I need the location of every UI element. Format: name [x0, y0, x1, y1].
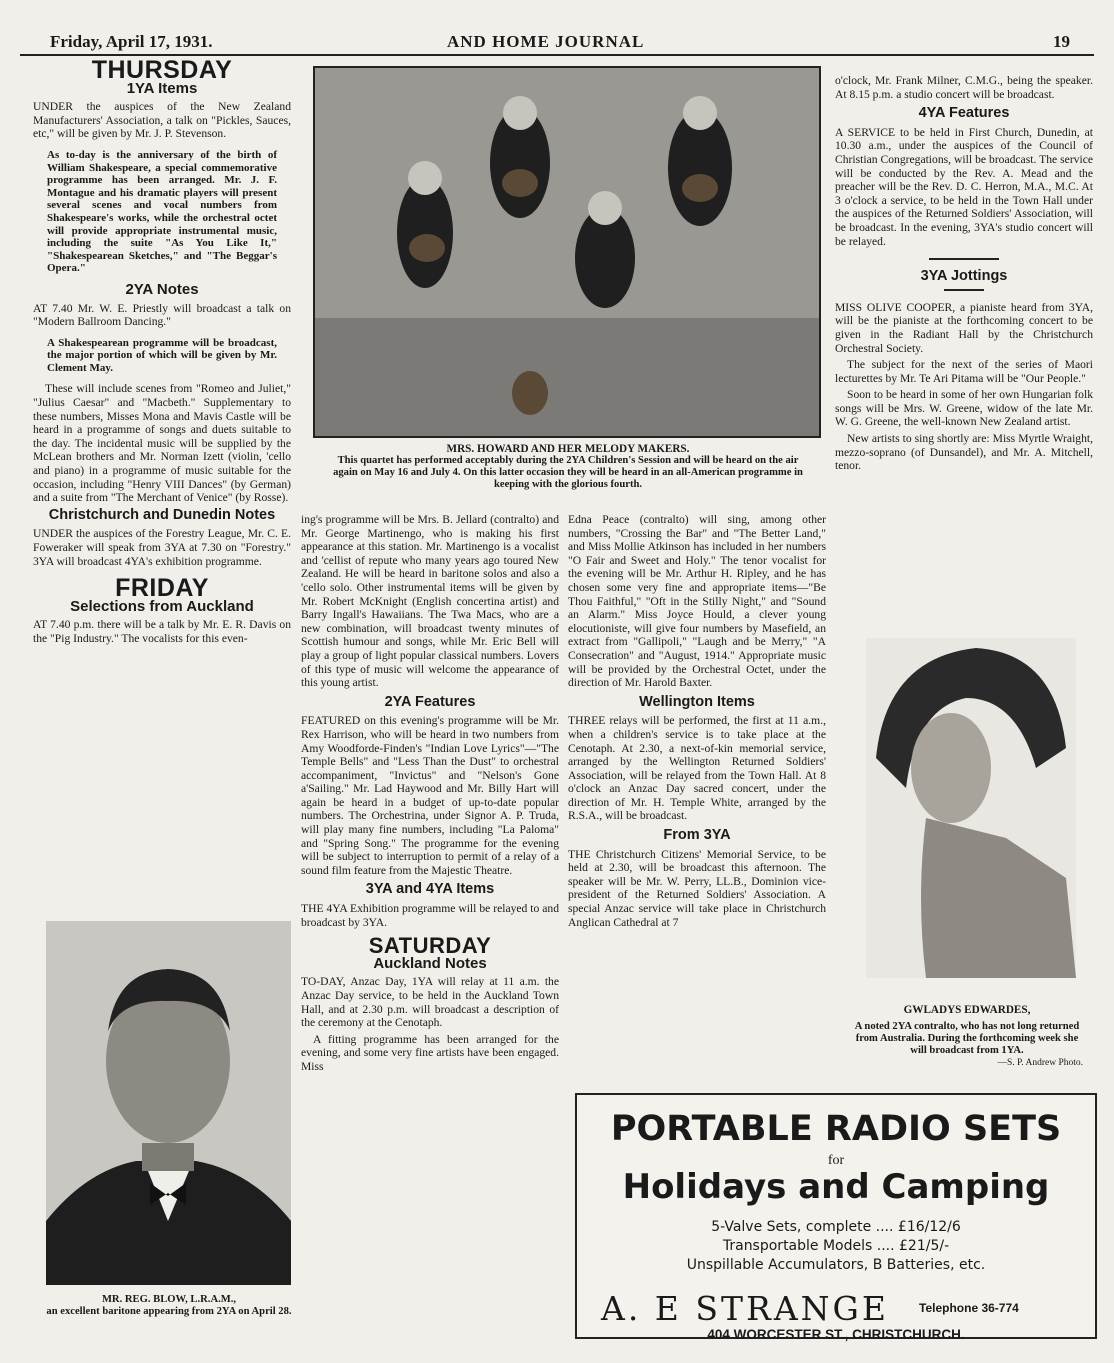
- from-3ya-para: THE Christchurch Citizens' Memorial Service, to be held at 2.30, will be broadcast this afternoon. The speaker will be Mr. W. Perry, LL.B., Dominion vice-president of the Returned Soldiers' Association. A special Anzac service will take place in Christchurch Anglican Cathedral at 7: [568, 847, 826, 929]
- portrait-illustration: [866, 638, 1076, 978]
- from-3ya-heading: From 3YA: [663, 827, 731, 844]
- caption-reg-blow-name: MR. REG. BLOW, L.R.A.M.,: [101, 1294, 237, 1305]
- thursday-1ya-para-1: UNDER the auspices of the New Zealand Manufacturers' Association, a talk on "Pickles, Sauces, etc," will be given by Mr. J. P. Stevenson.: [33, 100, 291, 141]
- saturday-auckland-heading: Auckland Notes: [373, 954, 487, 972]
- photo-gwladys-edwardes: [866, 638, 1076, 978]
- 4ya-features-para: A SERVICE to be held in First Church, Dunedin, at 10.30 a.m., under the auspices of the Council of Christian Congregations, will be broadcast. The service will be conducted by the Rev. A. Mead and the preacher will be the Rev. D. C. Herron, M.A., M.C. At 3 o'clock a service, to be held in the Town Hall under the auspices of the Returned Soldiers' Association, will be broadcast. In the evening, 3YA's studio concert will be relayed.: [835, 125, 1093, 248]
- thursday-chch-para-1: UNDER the auspices of the Forestry League, Mr. C. E. Foweraker will speak from 3YA at 7.30 on "Forestry." 3YA will broadcast 4YA's exhibition programme.: [33, 527, 291, 568]
- column-3: [568, 513, 826, 932]
- section-rule: [929, 258, 999, 260]
- issue-date: Friday, April 17, 1931.: [50, 32, 213, 51]
- caption-gwladys-desc: A noted 2YA contralto, who has not long returned from Australia. During the forthcoming week she will broadcast from 1YA.: [854, 1021, 1080, 1056]
- jottings-para-4: New artists to sing shortly are: Miss Myrtle Wraight, mezzo-soprano (of Dunsandel), and Mr. A. Mitchell, tenor.: [835, 432, 1093, 473]
- caption-gwladys: [851, 1004, 1083, 1069]
- thursday-chch-heading: Christchurch and Dunedin Notes: [48, 506, 276, 523]
- thursday-1ya-para-2: As to-day is the anniversary of the birth of William Shakespeare, a special commemorative programme has been arranged. Mr. J. F. Montague and his dramatic players will present several scenes and vocal numbers from Shakespeare's works, while the orchestral octet will provide appropriate instrumental music, including the suite "As You Like It," "Shakespearean Sketches," and "The Beggar's Opera.": [47, 148, 277, 275]
- ad-portable-radio: [575, 1093, 1097, 1342]
- friday-auckland-para-1: AT 7.40 p.m. there will be a talk by Mr. E. R. Davis on the "Pig Industry." The vocalists for this even-: [33, 618, 291, 645]
- thursday-1ya-heading: 1YA Items: [126, 79, 198, 97]
- ad-line-3: Unspillable Accumulators, B Batteries, etc.: [686, 1257, 986, 1273]
- group-illustration: [315, 68, 819, 436]
- saturday-para-2: A fitting programme has been arranged for the evening, and some very fine artists have been engaged. Miss: [301, 1032, 559, 1073]
- ad-subhead: Holidays and Camping: [622, 1167, 1050, 1207]
- caption-reg-blow-desc: an excellent baritone appearing from 2YA on April 28.: [46, 1306, 292, 1317]
- saturday-para-1: TO-DAY, Anzac Day, 1YA will relay at 11 a.m. the Anzac Day service, to be held in the Auckland Town Hall, and at 2.30 p.m. will broadcast a description of the ceremony at the Cenotaph.: [301, 975, 559, 1030]
- photo-reg-blow: [46, 921, 291, 1285]
- portrait-illustration: [46, 921, 291, 1285]
- ad-telephone: Telephone 36-774: [919, 1301, 1019, 1315]
- friday-auckland-heading: Selections from Auckland: [70, 597, 254, 615]
- photo-melody-makers: [313, 66, 821, 438]
- column-4: [835, 74, 1093, 476]
- journal-name: AND HOME JOURNAL: [447, 32, 645, 51]
- thursday-2ya-para-1: AT 7.40 Mr. W. E. Priestly will broadcast a talk on "Modern Ballroom Dancing.": [33, 301, 291, 329]
- col2-features-para: FEATURED on this evening's programme will be Mr. Rex Harrison, who will be heard in two numbers from Amy Woodforde-Finden's "Indian Love Lyrics"—"The Temple Bells" and "Less Than the Dust" to orchestral accompaniment, "Invictus" and "Nelson's Gone a'Sailing." Mr. Lad Haywood and Mr. Billy Hart will again be heard in a budget of up-to-date popular numbers. The Orchestrina, under Signor A. P. Truda, will play many fine numbers, including "La Paloma" and "Spring Song." The programme for the evening will be subject to interruption to permit of a relay of a sound film feature from the Majestic Theatre.: [301, 714, 559, 877]
- page-number: 19: [1053, 32, 1070, 51]
- col2-3ya-4ya-heading: 3YA and 4YA Items: [365, 881, 495, 898]
- ad-line-1: 5-Valve Sets, complete .... £16/12/6: [711, 1219, 961, 1235]
- col2-items-para: THE 4YA Exhibition programme will be relayed to and broadcast by 3YA.: [301, 902, 559, 929]
- saturday-title: SATURDAY: [368, 933, 492, 959]
- ad-headline: PORTABLE RADIO SETS: [610, 1109, 1062, 1149]
- caption-melody-makers: [328, 443, 808, 491]
- section-rule-small: [944, 289, 984, 291]
- col2-para-1: ing's programme will be Mrs. B. Jellard (contralto) and Mr. George Martinengo, who is making his first appearance at this station. Mr. Martinengo is a vocalist and 'cellist of repute who many years ago toured New Zealand. He will be heard in baritone solos and also a 'cello solo. Other instrumental items will be given by Mr. Robert McKnight (English concertina artist) and Barry Ingall's Hawaiians. The Twa Macs, who are a new combination, will broadcast twenty minutes of Scottish humour and songs, while Mr. Eric Bell will play a group of light popular classical numbers. Lovers of this type of music will welcome the appearance of this young artist.: [301, 513, 559, 690]
- caption-melody-desc: This quartet has performed acceptably during the 2YA Children's Session and will be heard on the air again on May 16 and July 4. On this latter occasion they will be heard in an all-American programme in keeping with the glorious fourth.: [333, 455, 803, 490]
- caption-melody-title: MRS. HOWARD AND HER MELODY MAKERS.: [446, 443, 690, 455]
- 3ya-jottings-heading: 3YA Jottings: [920, 268, 1008, 285]
- ad-company-name: A. E STRANGE: [601, 1289, 890, 1328]
- friday-title: FRIDAY: [115, 574, 209, 603]
- jottings-para-1: MISS OLIVE COOPER, a pianiste heard from 3YA, will be the pianiste at the forthcoming concert to be given in the Radiant Hall by the Christchurch Orchestral Society.: [835, 300, 1093, 355]
- col3-para-1: Edna Peace (contralto) will sing, among other numbers, "Crossing the Bar" and "The Better Land," and Miss Mollie Atkinson has included in her numbers "O Fair and Sweet and Holy." The tenor vocalist for the evening will be Mr. Arthur H. Ripley, and he has chosen some very fine and appropriate items—"Be Thou Faithful," "Oft in the Stilly Night," and "Sound an Alarm." Miss Joyce Hould, a clever young elocutioniste, will give four numbers by Masefield, an extract from "Gallipoli," "Laugh and be Merry," "A Consecration" and "August, 1914." Appropriate music will be provided by the Orchestral Octet, under the direction of Mr. Harold Baxter.: [568, 513, 826, 690]
- jottings-para-3: Soon to be heard in some of her own Hungarian folk songs will be Mrs. W. Greene, widow of the late Mr. W. G. Greene, the well-known New Zealand artist.: [835, 388, 1093, 429]
- caption-gwladys-name: GWLADYS EDWARDES,: [903, 1004, 1031, 1016]
- caption-reg-blow: [38, 1294, 300, 1318]
- jottings-para-2: The subject for the next of the series of Maori lecturettes by Mr. Te Ari Pitama will be "Our People.": [835, 358, 1093, 385]
- 4ya-features-heading: 4YA Features: [918, 105, 1010, 122]
- wellington-heading: Wellington Items: [639, 693, 755, 710]
- thursday-2ya-para-3: These will include scenes from "Romeo and Juliet," "Julius Caesar" and "Macbeth." Supplementary to these numbers, Misses Mona and Mavis Castle will be heard in a programme of songs and duets suitable to the day. The incidental music will be supplied by the McLean brothers and Mr. Norman Izett (violin, 'cello and piano) in a programme of music suitable for the occasion, including "Henry VIII Dances" (by German) and a suite from "The Merchant of Venice" (by Rosse).: [33, 382, 291, 505]
- ad-line-2: Transportable Models .... £21/5/-: [722, 1238, 950, 1254]
- col2-2ya-features-heading: 2YA Features: [384, 693, 476, 710]
- photo-credit: —S. P. Andrew Photo.: [997, 1058, 1083, 1068]
- ad-for: for: [827, 1153, 845, 1168]
- wellington-para: THREE relays will be performed, the first at 11 a.m., when a children's service is to take place at the Cenotaph. At 2.30, a next-of-kin memorial service, arranged by the Wellington Returned Soldiers' Association, will be relayed from the Town Hall. At 8 o'clock an Anzac Day sacred concert, under the direction of Mr. H. Temple White, arranged by the R.S.A., will be broadcast.: [568, 714, 826, 823]
- column-2: [301, 513, 559, 1077]
- column-1: [33, 56, 291, 649]
- thursday-2ya-heading: 2YA Notes: [125, 280, 199, 298]
- col4-para-1: o'clock, Mr. Frank Milner, C.M.G., being the speaker. At 8.15 p.m. a studio concert will be broadcast.: [835, 74, 1093, 101]
- thursday-title: THURSDAY: [91, 56, 233, 84]
- thursday-2ya-para-2: A Shakespearean programme will be broadcast, the major portion of which will be given by Mr. Clement May.: [47, 336, 277, 374]
- ad-address: 404 WORCESTER ST., CHRISTCHURCH.: [707, 1327, 965, 1342]
